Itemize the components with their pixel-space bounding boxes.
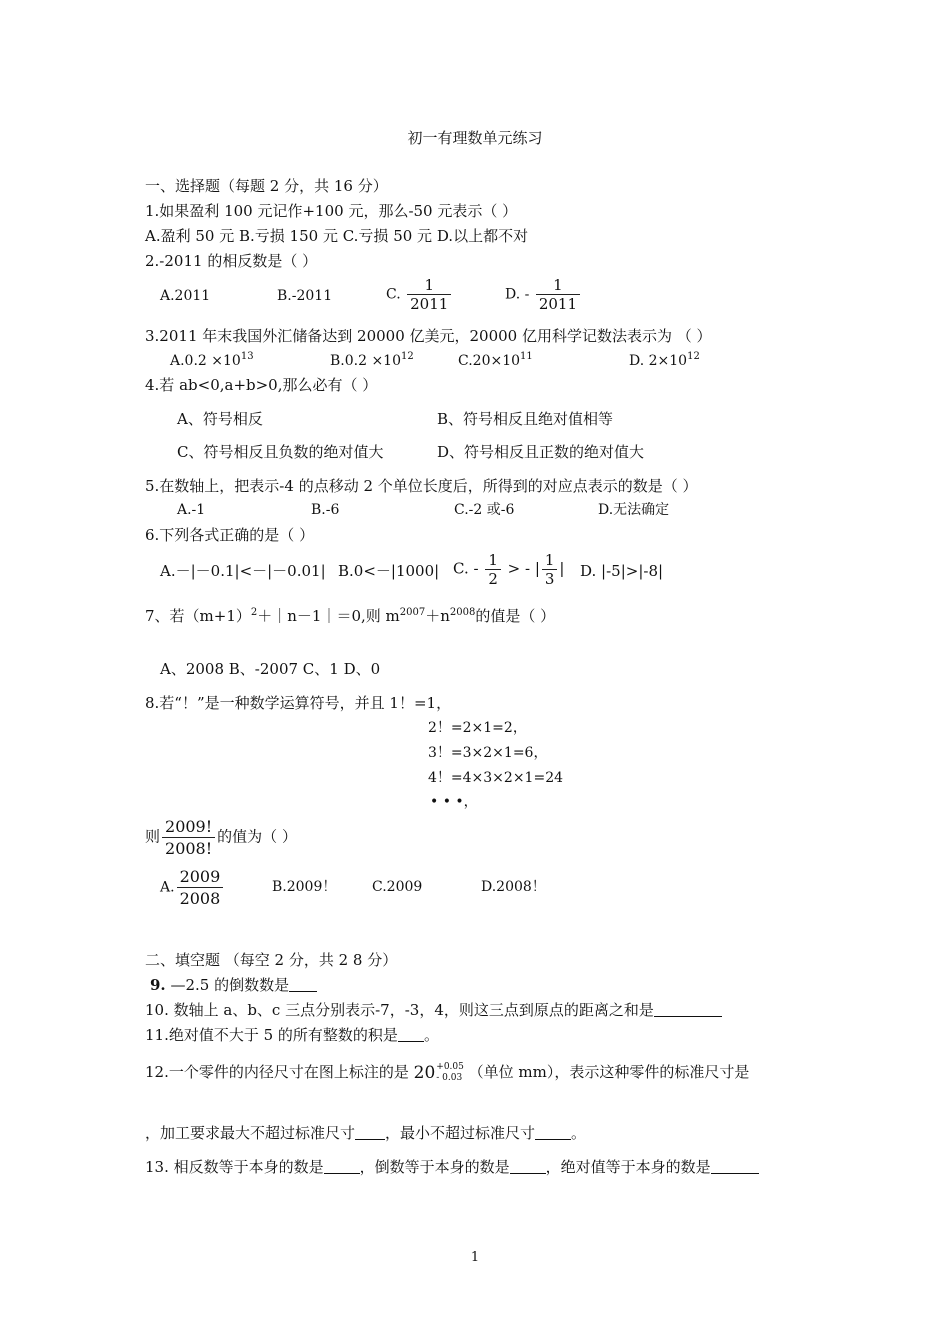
q12-line-2-part-1: ，加工要求最大不超过标准尺寸 — [145, 1124, 356, 1142]
q11-answer-blank[interactable] — [398, 1027, 424, 1042]
q5-option-a: A.-1 — [177, 502, 206, 518]
q8-line-4: 4！=4×3×2×1=24 — [428, 770, 564, 786]
q7-stem-part-2: ＋｜n－1｜＝0,则 m — [257, 607, 400, 625]
q10-text: 10. 数轴上 a、b、c 三点分别表示-7，-3，4，则这三点到原点的距离之和是 — [145, 1001, 654, 1019]
q7-stem-part-3: ＋n — [425, 607, 450, 625]
q3-stem: 3.2011 年末我国外汇储备达到 20000 亿美元，20000 亿用科学记数法表示为 （ ） — [145, 327, 712, 345]
fraction-numerator: 2009 — [179, 867, 221, 886]
q7-stem — [145, 606, 555, 626]
fraction-denominator: 2011 — [407, 294, 451, 313]
fraction-denominator: 2 — [485, 569, 501, 588]
q5-stem: 5.在数轴上，把表示-4 的点移动 2 个单位长度后，所得到的对应点表示的数是（ ） — [145, 477, 698, 495]
q1-options: A.盈利 50 元 B.亏损 150 元 C.亏损 50 元 D.以上都不对 — [145, 227, 529, 245]
q3-option-a — [170, 351, 254, 371]
q8-dots: • • •， — [430, 794, 478, 810]
q8-ask-fraction — [162, 816, 215, 859]
q3-option-c-text: C.20×10 — [458, 353, 521, 369]
q3-option-a-exponent: 13 — [240, 351, 254, 362]
q1-stem: 1.如果盈利 100 元记作+100 元，那么-50 元表示（ ） — [145, 202, 518, 220]
q12-line-2-part-3: 。 — [571, 1124, 587, 1142]
q2-option-c — [386, 276, 453, 313]
q5-option-b: B.-6 — [311, 502, 340, 518]
q10 — [145, 1000, 722, 1020]
q8-ask-prefix: 则 — [145, 827, 161, 846]
q2-option-b: B.-2011 — [277, 288, 333, 304]
q2-option-d — [505, 276, 582, 313]
q13-blank-1[interactable] — [324, 1159, 360, 1174]
q7-stem-part-1: 7、若（m+1） — [145, 607, 251, 625]
q7-exponent-1: 2 — [250, 607, 258, 618]
q3-option-d-exponent: 12 — [687, 351, 700, 362]
q12-after: （单位 mm），表示这种零件的标准尺寸是 — [468, 1063, 750, 1081]
fraction-numerator: 1 — [553, 276, 563, 294]
q8-option-c: C.2009 — [372, 879, 423, 895]
q5-option-c: C.-2 或-6 — [454, 502, 515, 518]
q3-option-d — [629, 351, 700, 371]
q6-option-c-middle: > - | — [502, 559, 540, 578]
q4-stem: 4.若 ab<0,a+b>0,那么必有（ ） — [145, 376, 378, 394]
q12-text: 12.一个零件的内径尺寸在图上标注的是 — [145, 1063, 409, 1081]
fraction-numerator: 1 — [424, 276, 434, 294]
q8-line-3: 3！=3×2×1=6， — [428, 745, 548, 761]
q6-option-c-end: | — [559, 559, 565, 578]
fraction-denominator: 2008 — [177, 887, 224, 909]
q6-option-d: D. |-5|>|-8| — [580, 562, 664, 580]
q11 — [145, 1025, 439, 1045]
q9-answer-blank[interactable] — [289, 977, 317, 992]
q2-option-d-label: D. - — [505, 286, 530, 303]
q3-option-b-exponent: 12 — [401, 351, 414, 362]
q4-option-a: A、符号相反 — [177, 410, 263, 428]
q12-tolerance — [436, 1062, 464, 1084]
section2-heading: 二、填空题 （每空 2 分，共 2 8 分） — [145, 951, 398, 969]
q10-answer-blank[interactable] — [654, 1002, 722, 1017]
q9-number: 9. — [150, 976, 166, 994]
q6-option-c — [453, 551, 564, 588]
q13-part-2: ，倒数等于本身的数是 — [359, 1158, 510, 1176]
fraction-numerator: 1 — [488, 551, 498, 569]
q9 — [150, 975, 317, 995]
page-title: 初一有理数单元练习 — [407, 129, 543, 147]
q12-line-2 — [145, 1123, 586, 1143]
fraction-denominator: 3 — [542, 569, 558, 588]
q12-tolerance-upper: +0.05 — [436, 1062, 464, 1072]
q3-option-b — [330, 351, 414, 371]
q6-option-a: A.－|－0.1|<－|－0.01| — [160, 562, 326, 580]
q4-option-b: B、符号相反且绝对值相等 — [437, 410, 614, 428]
q11-end: 。 — [423, 1026, 439, 1044]
q8-ask-suffix: 的值为（ ） — [217, 827, 297, 846]
q4-option-d: D、符号相反且正数的绝对值大 — [437, 443, 645, 461]
q12-line-2-part-2: ，最小不超过标准尺寸 — [385, 1124, 536, 1142]
q2-option-a: A.2011 — [160, 288, 211, 304]
q3-option-b-text: B.0.2 ×10 — [330, 353, 401, 369]
fraction-denominator: 2008! — [162, 837, 215, 859]
q3-option-d-text: D. 2×10 — [629, 353, 688, 369]
q13-part-3: ，绝对值等于本身的数是 — [545, 1158, 711, 1176]
q2-option-c-fraction — [407, 276, 451, 313]
q6-option-c-label: C. - — [453, 559, 479, 578]
q5-option-d: D.无法确定 — [598, 502, 670, 518]
q8-line-2: 2！=2×1=2， — [428, 720, 527, 736]
q6-option-c-fraction-1 — [485, 551, 501, 588]
fraction-denominator: 2011 — [536, 294, 580, 313]
q8-stem: 8.若“！”是一种数学运算符号，并且 1！=1， — [145, 694, 452, 712]
q7-stem-part-4: 的值是（ ） — [475, 607, 556, 625]
section1-heading: 一、选择题（每题 2 分，共 16 分） — [145, 177, 388, 195]
q12-tolerance-lower: - 0.03 — [436, 1073, 463, 1083]
q7-options: A、2008 B、-2007 C、1 D、0 — [160, 660, 381, 678]
q12-max-blank[interactable] — [355, 1125, 385, 1140]
q8-option-a-fraction — [177, 866, 224, 909]
q4-option-c: C、符号相反且负数的绝对值大 — [177, 443, 384, 461]
q12-dimension-base: 20 — [413, 1063, 436, 1083]
q8-option-b: B.2009！ — [272, 879, 337, 895]
q2-option-d-fraction — [536, 276, 580, 313]
q13-blank-3[interactable] — [711, 1159, 759, 1174]
q13 — [145, 1157, 759, 1177]
q6-option-b: B.0<－|1000| — [338, 562, 440, 580]
fraction-numerator: 2009! — [165, 817, 213, 836]
fraction-numerator: 1 — [544, 551, 555, 569]
q8-option-a — [160, 866, 225, 909]
q12 — [145, 1062, 749, 1084]
q6-option-c-fraction-2 — [542, 551, 558, 588]
q8-ask — [145, 816, 297, 859]
page-number: 1 — [470, 1250, 480, 1265]
q3-option-a-text: A.0.2 ×10 — [170, 353, 241, 369]
q12-min-blank[interactable] — [535, 1125, 571, 1140]
q2-stem: 2.-2011 的相反数是（ ） — [145, 252, 318, 270]
q7-exponent-2: 2007 — [399, 607, 426, 618]
q9-text: —2.5 的倒数数是 — [165, 976, 290, 994]
q3-option-c-exponent: 11 — [520, 351, 533, 362]
q13-part-1: 13. 相反数等于本身的数是 — [145, 1158, 324, 1176]
q13-blank-2[interactable] — [510, 1159, 546, 1174]
q3-option-c — [458, 351, 533, 371]
q7-exponent-3: 2008 — [449, 607, 476, 618]
q2-option-c-label: C. — [386, 286, 401, 303]
q12-dimension — [414, 1062, 464, 1084]
q8-option-d: D.2008！ — [481, 879, 546, 895]
q8-option-a-label: A. — [160, 879, 175, 896]
q11-text: 11.绝对值不大于 5 的所有整数的积是 — [145, 1026, 398, 1044]
q6-stem: 6.下列各式正确的是（ ） — [145, 526, 315, 544]
